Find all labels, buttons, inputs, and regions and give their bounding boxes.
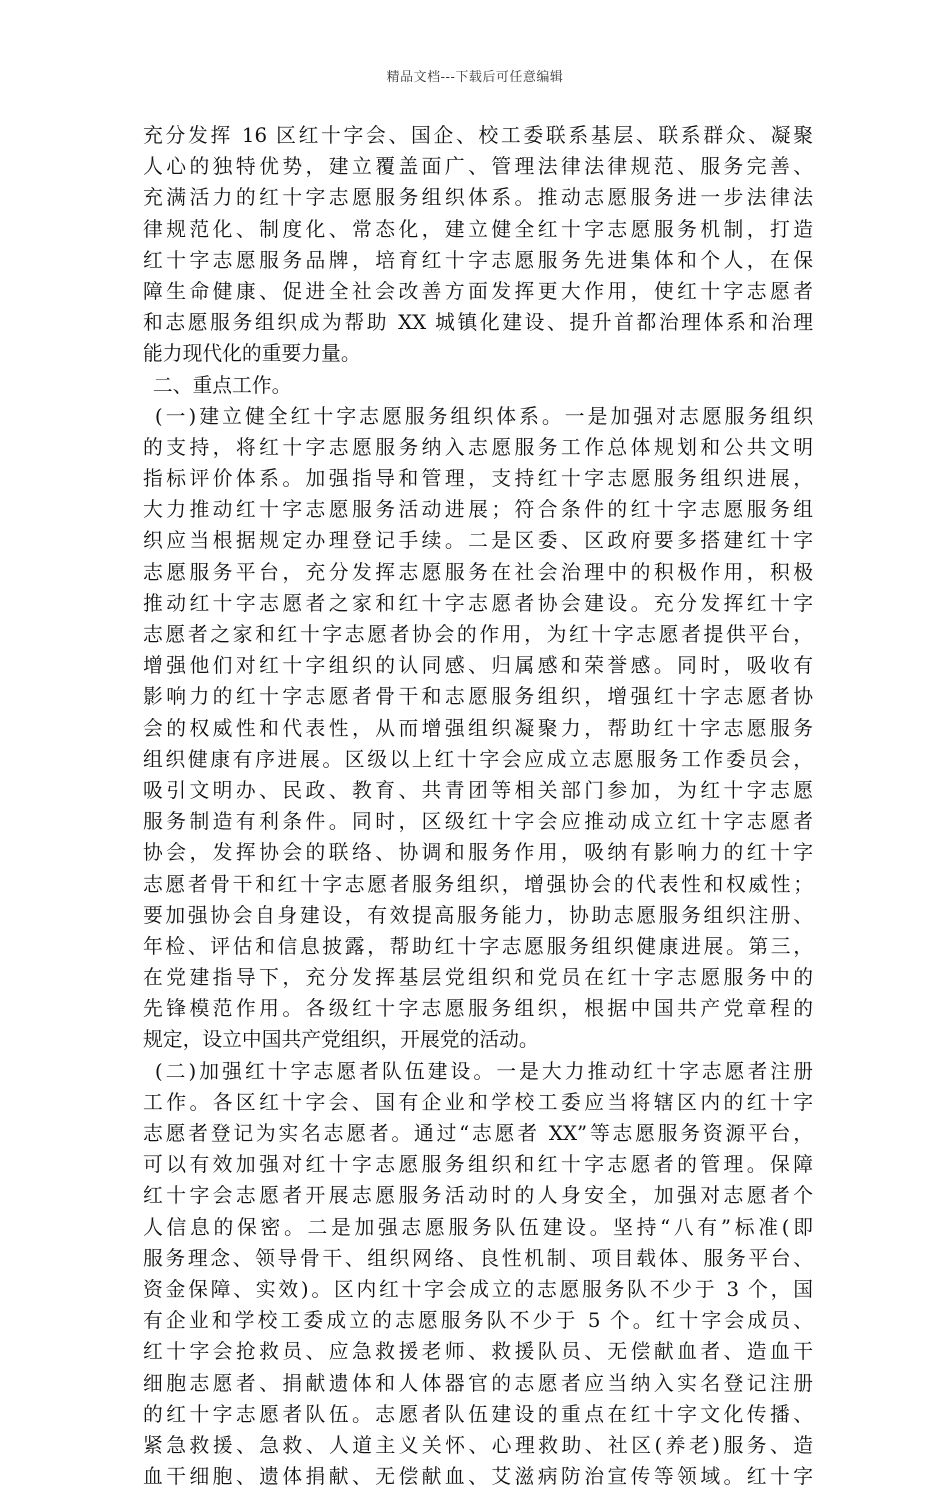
text-line: 红十字会志愿者开展志愿服务活动时的人身安全，加强对志愿者个 [143,1184,813,1208]
text-line: 的支持，将红十字志愿服务纳入志愿服务工作总体规划和公共文明 [143,435,813,459]
text-line: 紧急救援、急救、人道主义关怀、心理救助、社区(养老)服务、造 [143,1433,813,1457]
text-line: 服务制造有利条件。同时，区级红十字会应推动成立红十字志愿者 [143,810,813,834]
paragraph-start-line: (一)建立健全红十字志愿服务组织体系。一是加强对志愿服务组织 [154,404,813,428]
text-line: 障生命健康、促进全社会改善方面发挥更大作用，使红十字志愿者 [143,279,813,303]
text-line: 的红十字志愿者队伍。志愿者队伍建设的重点在红十字文化传播、 [143,1402,813,1426]
text-line: 志愿者登记为实名志愿者。通过“志愿者 XX”等志愿服务资源平台， [143,1122,813,1145]
text-line: 吸引文明办、民政、教育、共青团等相关部门参加，为红十字志愿 [143,778,813,802]
text-line: 志愿服务平台，充分发挥志愿服务在社会治理中的积极作用，积极 [143,560,813,584]
text-line: 有企业和学校工委成立的志愿服务队不少于 5 个。红十字会成员、 [143,1309,813,1333]
text-line: 资金保障、实效)。区内红十字会成立的志愿服务队不少于 3 个，国 [143,1277,813,1301]
text-line: 大力推动红十字志愿服务活动进展；符合条件的红十字志愿服务组 [143,498,813,522]
text-line: 在党建指导下，充分发挥基层党组织和党员在红十字志愿服务中的 [143,966,813,990]
text-line: 指标评价体系。加强指导和管理，支持红十字志愿服务组织进展， [143,467,813,491]
text-line: 可以有效加强对红十字志愿服务组织和红十字志愿者的管理。保障 [143,1153,813,1177]
text-line: 细胞志愿者、捐献遗体和人体器官的志愿者应当纳入实名登记注册 [143,1371,813,1395]
text-line: 红十字会抢救员、应急救援老师、救援队员、无偿献血者、造血干 [143,1340,813,1364]
text-line: 要加强协会自身建设，有效提高服务能力，协助志愿服务组织注册、 [143,903,813,927]
text-line: 律规范化、制度化、常态化，建立健全红十字志愿服务机制，打造 [143,217,813,241]
text-line: 先锋模范作用。各级红十字志愿服务组织，根据中国共产党章程的 [143,997,813,1021]
text-line: 人信息的保密。二是加强志愿服务队伍建设。坚持“八有”标准(即 [143,1215,813,1239]
text-line: 和志愿服务组织成为帮助 XX 城镇化建设、提升首都治理体系和治理 [143,311,813,335]
text-line: 年检、评估和信息披露，帮助红十字志愿服务组织健康进展。第三， [143,934,813,958]
text-line: 充满活力的红十字志愿服务组织体系。推动志愿服务进一步法律法 [143,186,813,210]
text-line: 会的权威性和代表性，从而增强组织凝聚力，帮助红十字志愿服务 [143,716,813,740]
text-line: 影响力的红十字志愿者骨干和志愿服务组织，增强红十字志愿者协 [143,685,813,709]
text-line: 人心的独特优势，建立覆盖面广、管理法律法律规范、服务完善、 [143,155,813,179]
section-heading: 二、重点工作。 [152,373,292,397]
text-line: 志愿者骨干和红十字志愿者服务组织，增强协会的代表性和权威性； [143,872,813,896]
text-line: 充分发挥 16 区红十字会、国企、校工委联系基层、联系群众、凝聚 [143,124,813,147]
text-line: 工作。各区红十字会、国有企业和学校工委应当将辖区内的红十字 [143,1090,813,1114]
text-line: 组织健康有序进展。区级以上红十字会应成立志愿服务工作委员会， [143,747,813,771]
text-line: 红十字志愿服务品牌，培育红十字志愿服务先进集体和个人，在保 [143,248,813,272]
page-header: 精品文档---下载后可任意编辑 [386,70,564,85]
text-line: 服务理念、领导骨干、组织网络、良性机制、项目载体、服务平台、 [143,1246,813,1270]
text-line: 协会，发挥协会的联络、协调和服务作用，吸纳有影响力的红十字 [143,841,813,865]
text-line: 志愿者之家和红十字志愿者协会的作用，为红十字志愿者提供平台， [143,623,813,646]
text-line: 血干细胞、遗体捐献、无偿献血、艾滋病防治宣传等领域。红十字 [143,1465,813,1489]
document-body [143,120,813,1492]
text-line: 增强他们对红十字组织的认同感、归属感和荣誉感。同时，吸收有 [143,654,813,678]
text-line: 能力现代化的重要力量。 [143,342,361,366]
paragraph-start-line: (二)加强红十字志愿者队伍建设。一是大力推动红十字志愿者注册 [154,1059,813,1083]
text-line: 织应当根据规定办理登记手续。二是区委、区政府要多搭建红十字 [143,529,813,553]
text-line: 推动红十字志愿者之家和红十字志愿者协会建设。充分发挥红十字 [143,591,813,615]
text-line: 规定，设立中国共产党组织，开展党的活动。 [143,1028,539,1052]
